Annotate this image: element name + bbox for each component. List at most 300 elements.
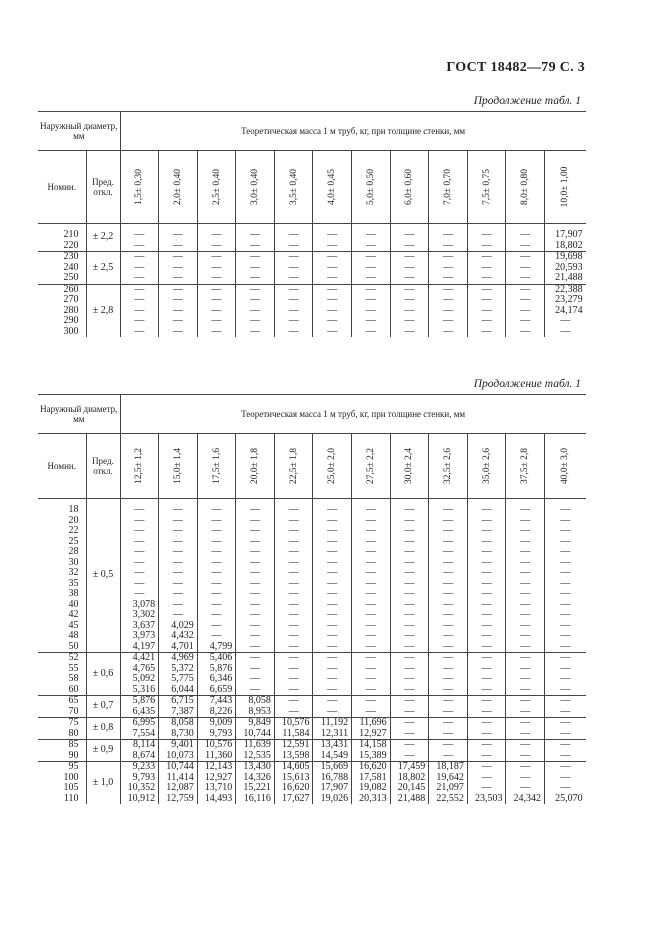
mass-value: — bbox=[274, 316, 313, 327]
mass-value: — bbox=[506, 568, 545, 579]
mass-value: — bbox=[390, 306, 429, 317]
table-row bbox=[38, 499, 586, 516]
mass-value: — bbox=[467, 751, 506, 762]
mass-value: — bbox=[236, 252, 275, 263]
mass-value: 6,995 bbox=[120, 718, 159, 729]
column-header-row bbox=[38, 434, 586, 499]
mass-value: — bbox=[429, 579, 468, 590]
mass-value: — bbox=[506, 653, 545, 664]
mass-value: — bbox=[120, 499, 159, 516]
mass-value: — bbox=[120, 327, 159, 338]
mass-value: 21,097 bbox=[429, 783, 468, 794]
mass-header: Теоретическая масса 1 м труб, кг, при толщине стенки, мм bbox=[120, 395, 586, 434]
wall-thickness-header bbox=[429, 151, 468, 224]
mass-value: — bbox=[159, 273, 198, 284]
nominal-diameter: 105 bbox=[38, 783, 86, 794]
mass-value: 18,802 bbox=[545, 241, 586, 252]
wall-thickness-header bbox=[390, 151, 429, 224]
tolerance: ± 0,6 bbox=[86, 653, 120, 696]
mass-value: — bbox=[197, 547, 236, 558]
mass-value: — bbox=[429, 316, 468, 327]
wall-thickness-header bbox=[506, 434, 545, 499]
mass-value: — bbox=[545, 674, 586, 685]
wall-thickness-header bbox=[467, 434, 506, 499]
mass-value: — bbox=[197, 252, 236, 263]
mass-value: — bbox=[313, 568, 352, 579]
mass-value: — bbox=[236, 664, 275, 675]
mass-value: — bbox=[197, 621, 236, 632]
mass-value: — bbox=[313, 327, 352, 338]
mass-value: 12,087 bbox=[159, 783, 198, 794]
table-row bbox=[38, 306, 586, 317]
mass-value: 12,311 bbox=[313, 729, 352, 740]
mass-value: — bbox=[429, 558, 468, 569]
mass-value: — bbox=[313, 674, 352, 685]
wall-thickness-label: 40,0± 3,0 bbox=[560, 447, 571, 485]
mass-value: — bbox=[313, 621, 352, 632]
mass-value: — bbox=[506, 526, 545, 537]
mass-value: — bbox=[467, 773, 506, 784]
nominal-diameter: 300 bbox=[38, 327, 86, 338]
tolerance: ± 0,7 bbox=[86, 696, 120, 718]
wall-thickness-label: 1,5± 0,30 bbox=[134, 168, 145, 206]
mass-value: 15,613 bbox=[274, 773, 313, 784]
nominal-diameter: 75 bbox=[38, 718, 86, 729]
mass-value: — bbox=[390, 718, 429, 729]
mass-value: — bbox=[236, 537, 275, 548]
mass-value: — bbox=[120, 284, 159, 295]
mass-value: — bbox=[390, 642, 429, 653]
wall-thickness-label: 37,5± 2,8 bbox=[520, 447, 530, 485]
mass-value: — bbox=[390, 316, 429, 327]
mass-value: — bbox=[159, 263, 198, 274]
mass-value: 23,279 bbox=[545, 295, 586, 306]
mass-value: 12,927 bbox=[197, 773, 236, 784]
mass-value: — bbox=[545, 631, 586, 642]
mass-value: — bbox=[120, 295, 159, 306]
mass-value: 8,226 bbox=[197, 707, 236, 718]
mass-value: — bbox=[159, 547, 198, 558]
mass-value: 10,744 bbox=[159, 762, 198, 773]
mass-value: — bbox=[236, 610, 275, 621]
mass-value: — bbox=[506, 284, 545, 295]
mass-value: — bbox=[390, 284, 429, 295]
mass-value: — bbox=[506, 589, 545, 600]
mass-value: — bbox=[467, 696, 506, 707]
mass-value: — bbox=[120, 526, 159, 537]
nominal-diameter: 45 bbox=[38, 621, 86, 632]
mass-value: — bbox=[236, 600, 275, 611]
mass-value: — bbox=[390, 600, 429, 611]
mass-value: — bbox=[236, 295, 275, 306]
mass-value: — bbox=[236, 631, 275, 642]
mass-value: — bbox=[545, 526, 586, 537]
mass-value: — bbox=[274, 516, 313, 527]
header-row bbox=[38, 395, 586, 434]
mass-value: — bbox=[390, 263, 429, 274]
mass-value: — bbox=[120, 558, 159, 569]
mass-value: 14,158 bbox=[352, 740, 391, 751]
mass-value: — bbox=[429, 729, 468, 740]
mass-value: — bbox=[274, 664, 313, 675]
mass-value: — bbox=[352, 568, 391, 579]
mass-value: — bbox=[429, 653, 468, 664]
mass-value: 19,082 bbox=[352, 783, 391, 794]
mass-value: — bbox=[120, 589, 159, 600]
mass-value: — bbox=[429, 306, 468, 317]
mass-value: — bbox=[313, 600, 352, 611]
mass-value: — bbox=[467, 664, 506, 675]
mass-value: — bbox=[390, 241, 429, 252]
mass-value: — bbox=[352, 284, 391, 295]
mass-value: — bbox=[506, 718, 545, 729]
mass-value: 10,744 bbox=[236, 729, 275, 740]
mass-value: — bbox=[313, 707, 352, 718]
mass-value: — bbox=[352, 579, 391, 590]
mass-value: — bbox=[313, 653, 352, 664]
table-row bbox=[38, 558, 586, 569]
mass-value: — bbox=[197, 589, 236, 600]
mass-value: — bbox=[429, 751, 468, 762]
mass-value: — bbox=[467, 547, 506, 558]
table-row bbox=[38, 762, 586, 773]
mass-value: — bbox=[467, 740, 506, 751]
table-row bbox=[38, 729, 586, 740]
mass-value: 23,503 bbox=[467, 794, 506, 805]
mass-value: — bbox=[236, 499, 275, 516]
mass-value: — bbox=[352, 516, 391, 527]
nominal-diameter: 30 bbox=[38, 558, 86, 569]
table-row bbox=[38, 751, 586, 762]
mass-value: — bbox=[274, 653, 313, 664]
wall-thickness-header bbox=[545, 434, 586, 499]
mass-value: — bbox=[313, 284, 352, 295]
mass-value: — bbox=[274, 547, 313, 558]
mass-value: — bbox=[197, 284, 236, 295]
mass-value: 3,637 bbox=[120, 621, 159, 632]
wall-thickness-label: 10,0± 1,00 bbox=[560, 166, 571, 208]
table-caption: Продолжение табл. 1 bbox=[473, 95, 581, 107]
mass-value: — bbox=[352, 589, 391, 600]
table-row bbox=[38, 642, 586, 653]
mass-value: — bbox=[506, 516, 545, 527]
mass-value: — bbox=[313, 516, 352, 527]
mass-value: — bbox=[274, 295, 313, 306]
table-caption: Продолжение табл. 1 bbox=[473, 378, 581, 390]
mass-table-1 bbox=[38, 111, 586, 337]
mass-value: — bbox=[429, 526, 468, 537]
mass-value: — bbox=[352, 600, 391, 611]
wall-thickness-header bbox=[313, 151, 352, 224]
mass-value: — bbox=[159, 579, 198, 590]
mass-value: 17,907 bbox=[545, 224, 586, 241]
mass-value: — bbox=[274, 263, 313, 274]
mass-value: — bbox=[390, 295, 429, 306]
mass-value: — bbox=[197, 306, 236, 317]
mass-value: 7,387 bbox=[159, 707, 198, 718]
mass-value: — bbox=[467, 762, 506, 773]
page-header: ГОСТ 18482—79 С. 3 bbox=[446, 60, 585, 75]
mass-value: — bbox=[159, 537, 198, 548]
mass-value: — bbox=[467, 284, 506, 295]
mass-value: — bbox=[545, 783, 586, 794]
mass-value: — bbox=[390, 621, 429, 632]
table-row bbox=[38, 621, 586, 632]
nominal-diameter: 90 bbox=[38, 751, 86, 762]
nominal-diameter: 52 bbox=[38, 653, 86, 664]
mass-value: 22,388 bbox=[545, 284, 586, 295]
mass-value: — bbox=[429, 273, 468, 284]
mass-value: — bbox=[313, 526, 352, 537]
mass-value: — bbox=[545, 600, 586, 611]
mass-value: — bbox=[313, 241, 352, 252]
mass-value: — bbox=[506, 537, 545, 548]
tolerance: ± 2,5 bbox=[86, 252, 120, 285]
mass-value: 4,197 bbox=[120, 642, 159, 653]
mass-value: — bbox=[429, 740, 468, 751]
wall-thickness-label: 27,5± 2,2 bbox=[365, 447, 376, 485]
mass-value: 8,058 bbox=[159, 718, 198, 729]
mass-value: — bbox=[429, 252, 468, 263]
mass-value: — bbox=[313, 306, 352, 317]
table-row bbox=[38, 516, 586, 527]
mass-value: — bbox=[467, 783, 506, 794]
mass-value: 17,459 bbox=[390, 762, 429, 773]
mass-value: — bbox=[467, 610, 506, 621]
wall-thickness-label: 3,0± 0,40 bbox=[249, 168, 260, 206]
mass-value: 18,187 bbox=[429, 762, 468, 773]
mass-value: — bbox=[506, 773, 545, 784]
header-row bbox=[38, 112, 586, 151]
mass-value: 14,493 bbox=[197, 794, 236, 805]
mass-value: — bbox=[236, 224, 275, 241]
mass-value: — bbox=[429, 631, 468, 642]
mass-value: — bbox=[467, 306, 506, 317]
mass-value: — bbox=[120, 547, 159, 558]
table-row bbox=[38, 685, 586, 696]
table-row bbox=[38, 610, 586, 621]
mass-value: 17,627 bbox=[274, 794, 313, 805]
nominal-diameter: 100 bbox=[38, 773, 86, 784]
mass-value: 16,788 bbox=[313, 773, 352, 784]
mass-value: 9,009 bbox=[197, 718, 236, 729]
mass-value: — bbox=[506, 579, 545, 590]
table-row bbox=[38, 537, 586, 548]
mass-value: — bbox=[197, 610, 236, 621]
mass-value: — bbox=[274, 674, 313, 685]
table-row bbox=[38, 740, 586, 751]
mass-value: 24,174 bbox=[545, 306, 586, 317]
mass-value: 21,488 bbox=[390, 794, 429, 805]
mass-value: — bbox=[429, 707, 468, 718]
table-row bbox=[38, 547, 586, 558]
mass-value: — bbox=[429, 685, 468, 696]
mass-value: — bbox=[545, 653, 586, 664]
nominal-diameter: 85 bbox=[38, 740, 86, 751]
mass-value: — bbox=[429, 568, 468, 579]
mass-value: — bbox=[197, 263, 236, 274]
mass-value: — bbox=[506, 610, 545, 621]
mass-value: 16,620 bbox=[274, 783, 313, 794]
wall-thickness-header bbox=[274, 434, 313, 499]
mass-value: — bbox=[506, 295, 545, 306]
mass-value: — bbox=[390, 327, 429, 338]
mass-value: — bbox=[506, 762, 545, 773]
mass-value: — bbox=[197, 224, 236, 241]
mass-value: — bbox=[352, 685, 391, 696]
mass-value: — bbox=[390, 224, 429, 241]
mass-value: — bbox=[429, 241, 468, 252]
mass-value: — bbox=[467, 600, 506, 611]
mass-value: — bbox=[545, 327, 586, 338]
mass-value: — bbox=[467, 499, 506, 516]
mass-value: — bbox=[467, 526, 506, 537]
wall-thickness-label: 6,0± 0,60 bbox=[404, 168, 415, 206]
mass-value: — bbox=[429, 621, 468, 632]
mass-value: 13,598 bbox=[274, 751, 313, 762]
mass-value: — bbox=[506, 327, 545, 338]
mass-value: — bbox=[274, 610, 313, 621]
mass-value: — bbox=[467, 568, 506, 579]
mass-value: — bbox=[159, 568, 198, 579]
mass-value: — bbox=[429, 537, 468, 548]
mass-value: — bbox=[390, 631, 429, 642]
nominal-diameter: 270 bbox=[38, 295, 86, 306]
mass-value: — bbox=[467, 516, 506, 527]
mass-value: 12,927 bbox=[352, 729, 391, 740]
mass-value: — bbox=[274, 568, 313, 579]
mass-value: — bbox=[506, 729, 545, 740]
mass-value: — bbox=[274, 600, 313, 611]
mass-value: 4,701 bbox=[159, 642, 198, 653]
mass-value: 21,488 bbox=[545, 273, 586, 284]
mass-value: — bbox=[506, 600, 545, 611]
mass-value: — bbox=[197, 631, 236, 642]
wall-thickness-header bbox=[506, 151, 545, 224]
mass-value: — bbox=[236, 642, 275, 653]
mass-value: — bbox=[467, 316, 506, 327]
wall-thickness-header bbox=[159, 434, 198, 499]
mass-value: 3,078 bbox=[120, 600, 159, 611]
mass-value: — bbox=[390, 252, 429, 263]
nominal-diameter: 20 bbox=[38, 516, 86, 527]
mass-value: — bbox=[352, 621, 391, 632]
mass-value: 19,642 bbox=[429, 773, 468, 784]
wall-thickness-label: 2,5± 0,40 bbox=[211, 168, 222, 206]
mass-value: — bbox=[120, 568, 159, 579]
mass-value: 10,576 bbox=[274, 718, 313, 729]
wall-thickness-header bbox=[352, 151, 391, 224]
mass-value: — bbox=[274, 327, 313, 338]
nominal-diameter: 240 bbox=[38, 263, 86, 274]
mass-value: — bbox=[313, 263, 352, 274]
nominal-diameter: 210 bbox=[38, 224, 86, 241]
mass-value: — bbox=[352, 653, 391, 664]
nominal-diameter: 110 bbox=[38, 794, 86, 805]
mass-value: 14,326 bbox=[236, 773, 275, 784]
mass-value: — bbox=[352, 642, 391, 653]
mass-value: — bbox=[159, 600, 198, 611]
mass-value: — bbox=[159, 224, 198, 241]
mass-value: 6,044 bbox=[159, 685, 198, 696]
mass-value: 19,026 bbox=[313, 794, 352, 805]
mass-value: — bbox=[197, 537, 236, 548]
mass-value: — bbox=[506, 547, 545, 558]
wall-thickness-header bbox=[429, 434, 468, 499]
table-row bbox=[38, 783, 586, 794]
mass-value: — bbox=[236, 589, 275, 600]
mass-value: 11,584 bbox=[274, 729, 313, 740]
mass-value: 11,360 bbox=[197, 751, 236, 762]
mass-value: — bbox=[545, 568, 586, 579]
nominal-diameter: 280 bbox=[38, 306, 86, 317]
mass-value: 9,793 bbox=[120, 773, 159, 784]
mass-value: — bbox=[545, 499, 586, 516]
mass-value: — bbox=[120, 252, 159, 263]
mass-value: — bbox=[390, 568, 429, 579]
mass-value: 10,073 bbox=[159, 751, 198, 762]
nominal-diameter: 38 bbox=[38, 589, 86, 600]
mass-value: 25,070 bbox=[545, 794, 586, 805]
mass-value: — bbox=[236, 316, 275, 327]
mass-value: — bbox=[313, 499, 352, 516]
mass-value: — bbox=[390, 579, 429, 590]
mass-value: 11,639 bbox=[236, 740, 275, 751]
mass-value: — bbox=[545, 610, 586, 621]
mass-value: — bbox=[390, 664, 429, 675]
deviation-header: Пред. откл. bbox=[86, 434, 120, 499]
wall-thickness-label: 15,0± 1,4 bbox=[172, 447, 183, 485]
mass-value: 5,092 bbox=[120, 674, 159, 685]
mass-value: — bbox=[159, 499, 198, 516]
nominal-diameter: 58 bbox=[38, 674, 86, 685]
table-row bbox=[38, 794, 586, 805]
mass-value: — bbox=[545, 751, 586, 762]
mass-value: 8,953 bbox=[236, 707, 275, 718]
mass-value: 12,759 bbox=[159, 794, 198, 805]
mass-value: — bbox=[545, 547, 586, 558]
mass-value: — bbox=[545, 558, 586, 569]
mass-value: 9,233 bbox=[120, 762, 159, 773]
mass-value: 7,554 bbox=[120, 729, 159, 740]
mass-value: — bbox=[236, 547, 275, 558]
mass-value: 9,401 bbox=[159, 740, 198, 751]
mass-value: — bbox=[274, 558, 313, 569]
mass-value: — bbox=[506, 751, 545, 762]
mass-value: — bbox=[236, 653, 275, 664]
nominal-diameter: 290 bbox=[38, 316, 86, 327]
mass-value: 12,591 bbox=[274, 740, 313, 751]
mass-value: — bbox=[352, 306, 391, 317]
mass-value: — bbox=[120, 273, 159, 284]
mass-value: — bbox=[274, 621, 313, 632]
mass-value: 4,432 bbox=[159, 631, 198, 642]
mass-value: — bbox=[545, 664, 586, 675]
wall-thickness-header bbox=[159, 151, 198, 224]
mass-value: — bbox=[467, 579, 506, 590]
mass-value: — bbox=[313, 224, 352, 241]
mass-value: — bbox=[390, 537, 429, 548]
mass-value: 14,605 bbox=[274, 762, 313, 773]
mass-value: — bbox=[467, 558, 506, 569]
mass-value: — bbox=[274, 526, 313, 537]
mass-value: 4,765 bbox=[120, 664, 159, 675]
mass-value: — bbox=[236, 241, 275, 252]
mass-value: — bbox=[120, 537, 159, 548]
mass-value: — bbox=[352, 295, 391, 306]
mass-value: — bbox=[274, 696, 313, 707]
mass-value: — bbox=[313, 589, 352, 600]
